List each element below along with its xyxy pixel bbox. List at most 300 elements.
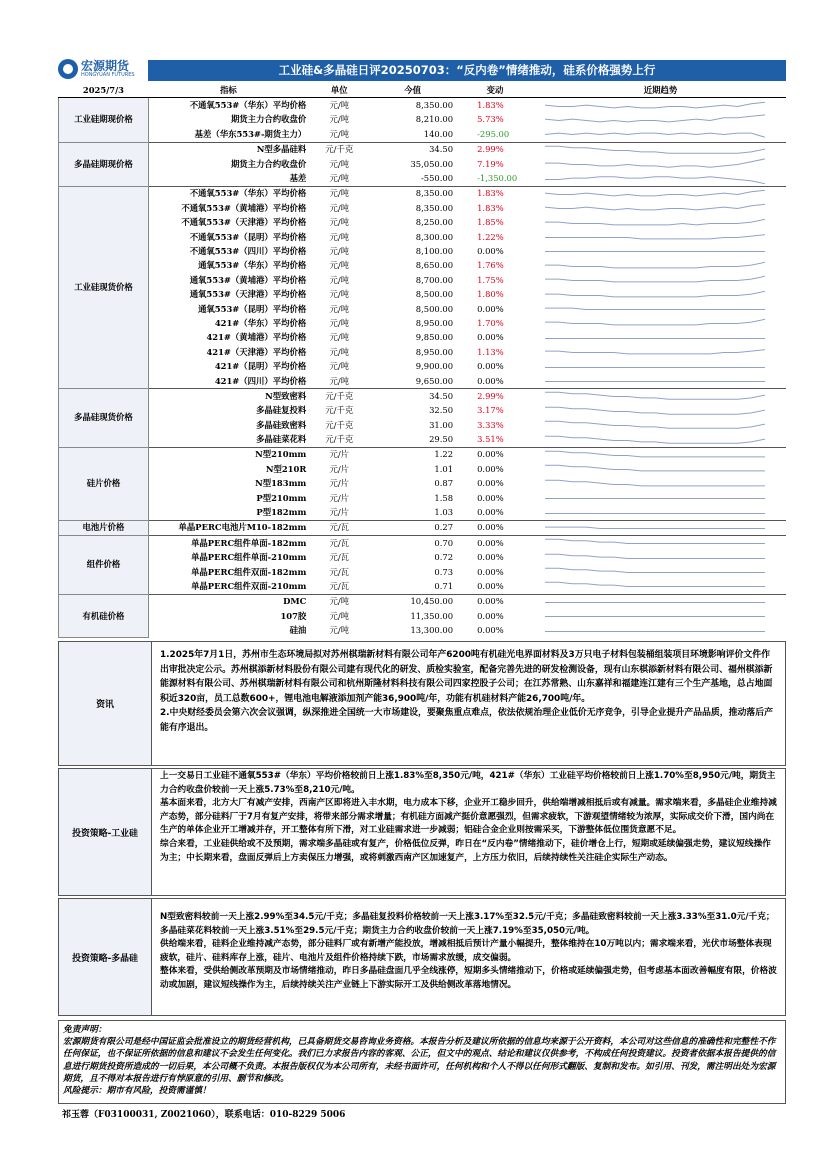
- category-label: 多晶硅期现价格: [59, 142, 149, 186]
- analyst-info: [58, 1107, 786, 1120]
- indicator-name: 421#（四川）平均价格: [214, 375, 307, 386]
- table-row: [59, 432, 787, 447]
- indicator-name: 基差（华东553#-期货主力）: [194, 128, 307, 139]
- sparkline-svg: [535, 491, 765, 505]
- sparkline-path: [545, 421, 765, 428]
- analyst-name: 祁玉蓉: [62, 1110, 90, 1120]
- sparkline-path: [545, 235, 765, 239]
- trend-sparkline: [535, 331, 786, 345]
- sparkline-path: [545, 277, 765, 283]
- change-cell: 3.17%: [477, 405, 504, 416]
- trend-sparkline: [535, 536, 786, 551]
- unit-cell: 元/吨: [329, 625, 350, 636]
- sparkline-svg: [535, 506, 765, 520]
- sparkline-path: [545, 350, 765, 354]
- change-cell: 3.33%: [477, 419, 504, 430]
- trend-sparkline: [535, 389, 786, 404]
- unit-cell: 元/吨: [308, 594, 370, 609]
- logo-icon: [58, 59, 78, 79]
- table-row: [59, 201, 787, 215]
- trend-sparkline: [535, 316, 786, 330]
- header-date: 2025/7/3: [59, 83, 149, 98]
- change-cell: 0.00%: [455, 536, 535, 551]
- sparkline-svg: [535, 99, 765, 113]
- sparkline-svg: [535, 127, 765, 141]
- change-cell: 0.00%: [477, 375, 504, 386]
- value-cell: 31.00: [429, 419, 454, 430]
- news-line: 2.中央财经委员会第六次会议强调，纵深推进全国统一大市场建设，要聚焦重点难点，依法依规治理企业低价无序竞争，引导企业提升产品品质，推动落后产能有序退出。: [160, 708, 774, 733]
- unit-cell: 元/吨: [329, 231, 350, 242]
- value-cell: 1.03: [434, 507, 454, 518]
- unit-cell: 元/吨: [329, 361, 350, 372]
- value-cell: 8,100.00: [415, 245, 454, 256]
- trend-sparkline: [535, 520, 786, 535]
- table-row: [59, 113, 787, 127]
- company-logo: [58, 56, 148, 82]
- value-cell: 8,950.00: [415, 317, 454, 328]
- trend-sparkline: [535, 216, 786, 230]
- category-label: 工业硅现货价格: [59, 186, 149, 388]
- unit-cell: 元/千克: [325, 434, 354, 445]
- strategy-silicon-text: [152, 769, 786, 896]
- table-row: [59, 418, 787, 432]
- price-table: [58, 83, 786, 638]
- value-cell: 8,300.00: [415, 231, 454, 242]
- value-cell: 8,650.00: [415, 260, 454, 271]
- sparkline-svg: [535, 521, 765, 535]
- trend-sparkline: [535, 157, 786, 171]
- indicator-name: 不通氧553#（华东）平均价格: [148, 98, 308, 113]
- value-cell: 0.71: [434, 580, 454, 591]
- trend-sparkline: [535, 186, 786, 201]
- indicator-name: 421#（华东）平均价格: [214, 317, 307, 328]
- value-cell: 10,450.00: [370, 594, 455, 609]
- strategy-line: 供给端来看，硅料企业维持减产态势，部分硅料厂或有新增产能投放，增减相抵后预计产量小幅提升，整体维持在10万吨以内；需求端来看，光伏市场整体表现疲软，硅片、硅料库存上涨，硅片、电池片及组件价格持续下跌，市场需求放缓，成交偏弱。: [160, 939, 772, 963]
- sparkline-path: [545, 159, 765, 167]
- analyst-contact: ，联系电话：010-8229 5006: [215, 1110, 346, 1120]
- category-label: 多晶硅现货价格: [59, 389, 149, 448]
- category-label: 硅片价格: [59, 447, 149, 520]
- indicator-name: P型182mm: [256, 507, 307, 518]
- table-row: [59, 404, 787, 418]
- sparkline-svg: [535, 345, 765, 359]
- value-cell: 1.58: [434, 492, 454, 503]
- table-row: [59, 536, 787, 551]
- sparkline-svg: [535, 536, 765, 550]
- trend-sparkline: [535, 404, 786, 418]
- header-trend: 近期趋势: [535, 83, 786, 98]
- sparkline-path: [545, 540, 765, 544]
- trend-sparkline: [535, 609, 786, 623]
- sparkline-svg: [535, 273, 765, 287]
- trend-sparkline: [535, 98, 786, 113]
- sparkline-path: [545, 407, 765, 414]
- unit-cell: 元/千克: [308, 142, 370, 157]
- strategy-line: 基本面来看，北方大厂有减产安排，西南产区即将进入丰水期，电力成本下移，企业开工稳步回升，供给端增减相抵后或有减量。需求端来看，多晶硅企业维持减产态势，部分硅料厂于7月有复产安排，将带来部分需求增量；有机硅方面减产挺价意愿强烈，但需求疲软，下游观望情绪较为浓厚，实际成交价下滑，国内尚在生产的单体企业开工增减并存，开工整体有所下滑，对工业硅需求进一步减弱；铝硅合金企业则按需采买，下游整体低位围货意愿不足。: [160, 798, 777, 836]
- sparkline-svg: [535, 595, 765, 609]
- change-cell: 0.00%: [455, 447, 535, 462]
- table-row: [59, 520, 787, 535]
- indicator-name: 不通氧553#（昆明）平均价格: [189, 231, 307, 242]
- value-cell: 8,500.00: [415, 289, 454, 300]
- change-cell: 1.85%: [477, 217, 504, 228]
- table-row: [59, 623, 787, 637]
- sparkline-svg: [535, 624, 765, 638]
- sparkline-path: [545, 436, 765, 443]
- sparkline-path: [545, 393, 765, 400]
- trend-sparkline: [535, 345, 786, 359]
- strategy-silicon-label: 投资策略-工业硅: [59, 769, 152, 896]
- table-row: [59, 389, 787, 404]
- strategy-polysilicon-label: 投资策略-多晶硅: [59, 899, 152, 1016]
- value-cell: 9,850.00: [415, 332, 454, 343]
- news-line: 1.2025年7月1日，苏州市生态环境局拟对苏州棋瑞新材料有限公司年产6200吨有机硅光电界面材料及3万只电子材料包装桶组装项目环境影响评价文件作出审批决定公示。苏州棋添新材料股份有限公司建有现代化的研发、质检实验室，配备完善先进的研发检测设备，现有山东棋添新材料有限公司、福州棋添新能源材料有限公司、苏州棋瑞新材料有限公司和杭州斯隆材料科技有限公司四家控股子公司；在江苏常熟、山东嘉祥和福建连江建有三个生产基地，总占地面积近320亩，员工总数600+，锂电池电解液添加剂产能36,900吨/年，功能有机硅材料产能26,700吨/年。: [160, 650, 773, 704]
- change-cell: 0.00%: [477, 463, 504, 474]
- value-cell: 140.00: [423, 128, 454, 139]
- table-row: [59, 565, 787, 579]
- sparkline-path: [545, 219, 765, 225]
- unit-cell: 元/瓦: [329, 566, 350, 577]
- change-cell: 3.51%: [477, 434, 504, 445]
- trend-sparkline: [535, 287, 786, 301]
- table-row: [59, 579, 787, 594]
- value-cell: 8,500.00: [415, 303, 454, 314]
- table-row: [59, 186, 787, 201]
- indicator-name: 基差: [289, 173, 307, 184]
- header-indicator: 指标: [148, 83, 308, 98]
- change-cell: 5.73%: [477, 114, 504, 125]
- change-cell: 1.83%: [455, 98, 535, 113]
- unit-cell: 元/片: [329, 463, 350, 474]
- table-row: [59, 331, 787, 345]
- indicator-name: 不通氧553#（四川）平均价格: [189, 245, 307, 256]
- value-cell: -550.00: [420, 173, 454, 184]
- table-row: [59, 505, 787, 520]
- change-cell: 0.00%: [477, 566, 504, 577]
- value-cell: 0.87: [434, 478, 454, 489]
- sparkline-svg: [535, 551, 765, 565]
- indicator-name: DMC: [148, 594, 308, 609]
- unit-cell: 元/瓦: [329, 552, 350, 563]
- value-cell: 34.50: [370, 389, 455, 404]
- category-label: 有机硅价格: [59, 594, 149, 638]
- change-cell: 0.00%: [477, 478, 504, 489]
- sparkline-svg: [535, 477, 765, 491]
- strategy-polysilicon-section: [58, 898, 786, 1016]
- sparkline-path: [545, 451, 765, 457]
- unit-cell: 元/瓦: [329, 580, 350, 591]
- sparkline-path: [545, 554, 765, 558]
- table-row: [59, 359, 787, 373]
- indicator-name: 单晶PERC组件双面-182mm: [191, 566, 307, 577]
- table-row: [59, 230, 787, 244]
- trend-sparkline: [535, 623, 786, 637]
- indicator-name: 不通氧553#（黄埔港）平均价格: [181, 202, 307, 213]
- sparkline-svg: [535, 579, 765, 593]
- table-row: [59, 244, 787, 258]
- logo-name: 宏源期货: [81, 59, 130, 73]
- sparkline-svg: [535, 331, 765, 345]
- value-cell: 0.72: [434, 552, 454, 563]
- trend-sparkline: [535, 230, 786, 244]
- table-row: [59, 609, 787, 623]
- trend-sparkline: [535, 302, 786, 316]
- sparkline-svg: [535, 172, 765, 186]
- sparkline-path: [545, 466, 765, 472]
- unit-cell: 元/吨: [329, 317, 350, 328]
- table-row: [59, 462, 787, 476]
- indicator-name: 多晶硅复投料: [256, 405, 307, 416]
- change-cell: 0.00%: [455, 594, 535, 609]
- trend-sparkline: [535, 244, 786, 258]
- change-cell: 1.83%: [477, 202, 504, 213]
- change-cell: -295.00: [477, 128, 510, 139]
- sparkline-svg: [535, 113, 765, 127]
- trend-sparkline: [535, 127, 786, 142]
- table-row: [59, 273, 787, 287]
- value-cell: 8,210.00: [415, 114, 454, 125]
- strategy-line: 整体来看，受供给侧改革预期及市场情绪推动，昨日多晶硅盘面几乎全线涨停，短期多头情绪推动下，价格或延续偏强走势，但考虑基本面改善幅度有限，价格波动或加剧，建议短线操作为主，后续持续关注产业链上下游实际开工及供给侧改革落地情况。: [160, 966, 777, 990]
- table-row: [59, 127, 787, 142]
- news-text: [152, 642, 786, 766]
- indicator-name: 421#（昆明）平均价格: [214, 361, 307, 372]
- table-row: [59, 287, 787, 301]
- sparkline-svg: [535, 244, 765, 258]
- trend-sparkline: [535, 273, 786, 287]
- unit-cell: 元/片: [329, 507, 350, 518]
- sparkline-path: [545, 102, 765, 108]
- unit-cell: 元/吨: [329, 158, 350, 169]
- indicator-name: 通氧553#（黄埔港）平均价格: [189, 274, 307, 285]
- trend-sparkline: [535, 447, 786, 462]
- trend-sparkline: [535, 505, 786, 520]
- logo-sub: HONGYUAN FUTURES: [81, 72, 135, 78]
- indicator-name: 421#（黄埔港）平均价格: [206, 332, 307, 343]
- change-cell: 1.75%: [477, 274, 504, 285]
- change-cell: 0.00%: [477, 580, 504, 591]
- sparkline-svg: [535, 316, 765, 330]
- sparkline-svg: [535, 404, 765, 418]
- change-cell: 2.99%: [455, 142, 535, 157]
- sparkline-svg: [535, 448, 765, 462]
- sparkline-svg: [535, 187, 765, 201]
- table-row: [59, 302, 787, 316]
- sparkline-path: [545, 115, 765, 122]
- unit-cell: 元/瓦: [308, 520, 370, 535]
- value-cell: 8,350.00: [415, 202, 454, 213]
- value-cell: 9,900.00: [415, 361, 454, 372]
- value-cell: 8,350.00: [370, 98, 455, 113]
- trend-sparkline: [535, 477, 786, 491]
- indicator-name: 通氧553#（天津港）平均价格: [189, 289, 307, 300]
- unit-cell: 元/吨: [329, 202, 350, 213]
- value-cell: 8,350.00: [370, 186, 455, 201]
- change-cell: 0.00%: [477, 552, 504, 563]
- change-cell: 7.19%: [477, 158, 504, 169]
- category-label: 工业硅期现价格: [59, 98, 149, 142]
- analyst-ids: （F03100031, Z0021060）: [89, 1110, 216, 1120]
- sparkline-path: [545, 320, 765, 326]
- sparkline-svg: [535, 302, 765, 316]
- value-cell: 1.22: [370, 447, 455, 462]
- trend-sparkline: [535, 462, 786, 476]
- table-row: [59, 551, 787, 565]
- change-cell: 0.00%: [455, 520, 535, 535]
- change-cell: 0.00%: [477, 507, 504, 518]
- unit-cell: 元/吨: [329, 332, 350, 343]
- change-cell: -1,350.00: [477, 173, 518, 184]
- header-unit: 单位: [308, 83, 370, 98]
- unit-cell: 元/片: [329, 492, 350, 503]
- sparkline-path: [545, 190, 765, 196]
- table-row: [59, 171, 787, 186]
- indicator-name: 通氧553#（昆明）平均价格: [198, 303, 307, 314]
- indicator-name: 通氧553#（华东）平均价格: [198, 260, 307, 271]
- category-label: 电池片价格: [59, 520, 149, 535]
- value-cell: 13,300.00: [410, 625, 454, 636]
- unit-cell: 元/瓦: [308, 536, 370, 551]
- trend-sparkline: [535, 374, 786, 389]
- unit-cell: 元/吨: [308, 98, 370, 113]
- table-row: [59, 345, 787, 359]
- sparkline-path: [545, 527, 765, 528]
- strategy-polysilicon-text: [152, 899, 786, 1016]
- indicator-name: N型183mm: [255, 478, 307, 489]
- trend-sparkline: [535, 142, 786, 157]
- indicator-name: 单晶PERC组件单面-182mm: [148, 536, 308, 551]
- strategy-silicon-section: [58, 768, 786, 896]
- indicator-name: 多晶硅菜花料: [256, 434, 307, 445]
- strategy-line: 上一交易日工业硅不通氧553#（华东）平均价格较前日上涨1.83%至8,350元/吨，421#（华东）工业硅平均价格较前日上涨1.70%至8,950元/吨，期货主力合约收盘价较前一天上涨5.73%至8,210元/吨。: [160, 771, 776, 795]
- indicator-name: 单晶PERC组件单面-210mm: [191, 552, 307, 563]
- sparkline-svg: [535, 374, 765, 388]
- indicator-name: 期货主力合约收盘价: [230, 114, 307, 125]
- sparkline-svg: [535, 565, 765, 579]
- sparkline-path: [545, 146, 765, 153]
- trend-sparkline: [535, 432, 786, 447]
- change-cell: 1.80%: [477, 289, 504, 300]
- change-cell: 0.00%: [477, 625, 504, 636]
- sparkline-svg: [535, 462, 765, 476]
- value-cell: 0.70: [370, 536, 455, 551]
- sparkline-svg: [535, 389, 765, 403]
- change-cell: 1.83%: [455, 186, 535, 201]
- indicator-name: N型210mm: [148, 447, 308, 462]
- indicator-name: 单晶PERC电池片M10-182mm: [148, 520, 308, 535]
- trend-sparkline: [535, 491, 786, 505]
- value-cell: 29.50: [429, 434, 454, 445]
- table-header: [59, 83, 787, 98]
- indicator-name: N型210R: [265, 463, 307, 474]
- trend-sparkline: [535, 594, 786, 609]
- table-row: [59, 157, 787, 171]
- header-today: 今值: [370, 83, 455, 98]
- value-cell: 0.73: [434, 566, 454, 577]
- unit-cell: 元/吨: [329, 610, 350, 621]
- trend-sparkline: [535, 551, 786, 565]
- sparkline-svg: [535, 288, 765, 302]
- change-cell: 0.00%: [477, 332, 504, 343]
- value-cell: 9,650.00: [415, 375, 454, 386]
- change-cell: 1.22%: [477, 231, 504, 242]
- sparkline-svg: [535, 360, 765, 374]
- sparkline-svg: [535, 418, 765, 432]
- table-row: [59, 491, 787, 505]
- change-cell: 1.76%: [477, 260, 504, 271]
- unit-cell: 元/吨: [329, 114, 350, 125]
- category-label: 组件价格: [59, 536, 149, 595]
- value-cell: 8,700.00: [415, 274, 454, 285]
- risk-notice: 风险提示：期市有风险，投资需谨慎！: [63, 1086, 211, 1097]
- unit-cell: 元/千克: [325, 419, 354, 430]
- sparkline-path: [545, 205, 765, 211]
- change-cell: 0.00%: [477, 492, 504, 503]
- table-row: [59, 142, 787, 157]
- change-cell: 0.00%: [477, 610, 504, 621]
- table-row: [59, 477, 787, 491]
- sparkline-path: [545, 291, 765, 297]
- news-section: [58, 641, 786, 766]
- indicator-name: 107胶: [280, 610, 307, 621]
- value-cell: 34.50: [370, 142, 455, 157]
- change-cell: 2.99%: [455, 389, 535, 404]
- header-change: 变动: [455, 83, 535, 98]
- change-cell: 0.00%: [477, 303, 504, 314]
- trend-sparkline: [535, 565, 786, 579]
- indicator-name: N型致密料: [148, 389, 308, 404]
- sparkline-svg: [535, 201, 765, 215]
- table-row: [59, 316, 787, 330]
- indicator-name: 多晶硅致密料: [256, 419, 307, 430]
- unit-cell: 元/吨: [329, 128, 350, 139]
- trend-sparkline: [535, 418, 786, 432]
- sparkline-svg: [535, 609, 765, 623]
- sparkline-path: [545, 176, 765, 183]
- unit-cell: 元/吨: [329, 245, 350, 256]
- unit-cell: 元/吨: [329, 375, 350, 386]
- sparkline-svg: [535, 230, 765, 244]
- unit-cell: 元/吨: [329, 303, 350, 314]
- unit-cell: 元/吨: [329, 217, 350, 228]
- change-cell: 1.13%: [477, 346, 504, 357]
- disclaimer-title: 免责声明：: [63, 1025, 107, 1035]
- disclaimer-body: 宏源期货有限公司是经中国证监会批准设立的期货经营机构，已具备期货交易咨询业务资格。本报告分析及建议所依据的信息均来源于公开资料，本公司对这些信息的准确性和完整性不作任何保证，也不保证所依据的信息和建议不会发生任何变化。我们已力求报告内容的客观、公正，但文中的观点、结论和建议仅供参考，不构成任何投资建议。投资者依据本报告提供的信息进行期货投资所造成的一切后果，本公司概不负责。本报告版权仅为本公司所有，未经书面许可，任何机构和个人不得以任何形式翻版、复制和发布。如引用、刊发，需注明出处为宏源期货，且不得对本报告进行有悖原意的引用、删节和修改。: [63, 1037, 776, 1084]
- value-cell: 11,350.00: [410, 610, 454, 621]
- unit-cell: 元/吨: [329, 289, 350, 300]
- unit-cell: 元/吨: [329, 260, 350, 271]
- strategy-line: N型致密料较前一天上涨2.99%至34.5元/千克；多晶硅复投料价格较前一天上涨3.17%至32.5元/千克；多晶硅致密料较前一天上涨3.33%至31.0元/千克；多晶硅菜花料较前一天上涨3.51%至29.5元/千克；期货主力合约收盘价较前一天上涨7.19%至35,050元/吨。: [160, 912, 775, 936]
- sparkline-path: [545, 568, 765, 572]
- unit-cell: 元/吨: [308, 186, 370, 201]
- indicator-name: 硅油: [289, 625, 307, 636]
- sparkline-svg: [535, 259, 765, 273]
- unit-cell: 元/吨: [329, 346, 350, 357]
- sparkline-svg: [535, 216, 765, 230]
- sparkline-path: [545, 308, 765, 309]
- value-cell: 8,950.00: [415, 346, 454, 357]
- table-row: [59, 259, 787, 273]
- value-cell: 8,250.00: [415, 217, 454, 228]
- indicator-name: 单晶PERC组件双面-210mm: [191, 580, 307, 591]
- indicator-name: N型多晶硅料: [148, 142, 308, 157]
- table-row: [59, 594, 787, 609]
- unit-cell: 元/吨: [329, 173, 350, 184]
- indicator-name: 不通氧553#（天津港）平均价格: [181, 217, 307, 228]
- value-cell: 32.50: [429, 405, 454, 416]
- trend-sparkline: [535, 359, 786, 373]
- change-cell: 1.70%: [477, 317, 504, 328]
- strategy-line: 综合来看，工业硅供给或不及预期，需求端多晶硅或有复产，价格低位反弹，昨日在“反内卷”情绪推动下，硅价增仓上行，短期或延续偏强走势，建议短线操作为主；中长期来看，盘面反弹后上方卖保压力增强，或将刺激西南产区加速复产，上方压力依旧，后续持续性关注硅企实际生产动态。: [160, 838, 771, 863]
